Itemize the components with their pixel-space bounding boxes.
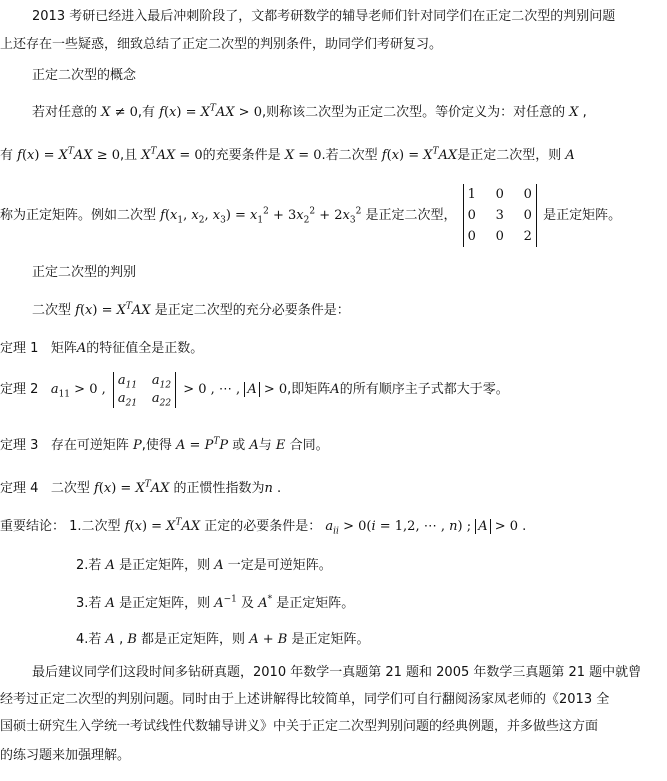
- closing-line-4: 的练习题来加强理解。: [0, 748, 131, 763]
- example-matrix: [463, 184, 537, 247]
- leading-minor-determinant: $a_{11}$ $a_{12}$ $a_{21}$ $a_{22}$: [113, 372, 176, 408]
- conclusion-2: 2.若 A 是正定矩阵，则 A 一定是可逆矩阵。: [76, 558, 332, 573]
- matrix-cell: 0: [523, 208, 532, 223]
- matrix-cell: 0: [467, 208, 476, 223]
- definition-line-1: 若对任意的 X ≠ 0,有 $f(x) = X^TAX > 0$,则称该二次型为正定二次型。等价定义为：对任意的 X ,: [32, 103, 587, 120]
- conclusion-1: 重要结论： 1.二次型 $f(x) = X^TAX$ 正定的必要条件是： $a_{ii} > 0(i = 1,2$, ⋯ , n) ; A > 0 .: [0, 517, 527, 537]
- section-heading-concept: 正定二次型的概念: [32, 68, 137, 83]
- definition-line-2: 有 $f(x) = X^TAX \ge 0$,且 $X^TAX = 0$的充要条件是 X = 0.若二次型 $f(x) = X^TAX$是正定二次型，则 A: [0, 146, 575, 163]
- intro-line-2: 上还存在一些疑惑，细致总结了正定二次型的判别条件，助同学们考研复习。: [0, 37, 443, 52]
- matrix-cell: 1: [467, 187, 476, 202]
- closing-line-1: 最后建议同学们这段时间多钻研真题，2010 年数学一真题第 21 题和 2005 年数学三真题第 21 题中就曾: [32, 665, 642, 680]
- matrix-cell: 3: [495, 208, 504, 223]
- theorem-1: 定理 1 矩阵A的特征值全是正数。: [0, 341, 204, 356]
- intro-line-1: 2013 考研已经进入最后冲刺阶段了，文都考研数学的辅导老师们针对同学们在正定二次型的判别问题: [32, 9, 616, 24]
- matrix-cell: 2: [523, 229, 532, 244]
- closing-line-3: 国硕士研究生入学统一考试线性代数辅导讲义》中关于正定二次型判别问题的经典例题，并多做些这方面: [0, 719, 599, 734]
- matrix-cell: 0: [467, 229, 476, 244]
- section-heading-criteria: 正定二次型的判别: [32, 265, 137, 280]
- conclusion-4: 4.若 A , B 都是正定矩阵，则 A + B 是正定矩阵。: [76, 632, 370, 647]
- theorem-4: 定理 4 二次型 $f(x) = X^TAX$ 的正惯性指数为n .: [0, 479, 282, 496]
- conclusion-3: 3.若 A 是正定矩阵，则 $A^{-1}$ 及 A* 是正定矩阵。: [76, 594, 355, 611]
- matrix-cell: 0: [495, 187, 504, 202]
- criteria-intro: 二次型 $f(x) = X^TAX$ 是正定二次型的充分必要条件是：: [32, 301, 350, 318]
- theorem-2: 定理 2 $a_{11} > 0$ , $a_{11}$ $a_{12}$ $a_{21}$ $a_{22}$ > 0 , ⋯ , A > 0,即矩阵A的所有顺序主子式都大于零。: [0, 372, 509, 409]
- matrix-cell: 0: [495, 229, 504, 244]
- matrix-cell: 0: [523, 187, 532, 202]
- theorem-3: 定理 3 存在可逆矩阵 P,使得 $A = P^TP$ 或 A与 E 合同。: [0, 436, 329, 453]
- closing-line-2: 经考过正定二次型的判别问题。同时由于上述讲解得比较简单，同学们可自行翻阅汤家凤老师的《2013 全: [0, 692, 610, 707]
- definition-line-3: 称为正定矩阵。例如二次型 $f(x_1$, $x_2$, $x_3) = x_1^2 + 3x_2^2 + 2x_3^2$ 是正定二次型， 1 0 0 0 3 0 0 0 2 是正定矩阵。: [0, 182, 621, 250]
